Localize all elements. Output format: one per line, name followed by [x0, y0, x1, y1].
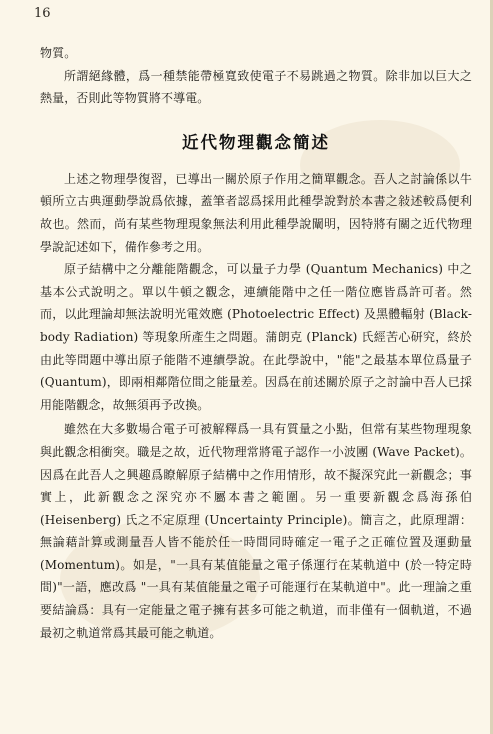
paragraph-continued: 物質。: [40, 46, 77, 60]
page-number: 16: [34, 6, 51, 21]
page-content: [40, 42, 472, 644]
paragraph-wave-packet: 雖然在大多數場合電子可被解釋爲一具有質量之小點，但常有某些物理現象與此觀念相衝突。職是之故，近代物理常將電子認作一小波團 (Wave Packet)。因爲在此吾人之興趣爲瞭解原子結構中之作用情形，故不擬深究此一新觀念；事實上，此新觀念之深究亦不屬本書之範圍。另一重要新觀念爲海孫伯 (Heisenberg) 氏之不定原理 (Uncertainty Principle)。簡言之，此原理謂：無論藉計算或測量吾人皆不能於任一時間同時確定一電子之正確位置及運動量 (Momentum)。如是，"一具有某值能量之電子係運行在某軌道中 (於一特定時間)"一語，應改爲 "一具有某值能量之電子可能運行在某軌道中"。此一理論之重要結論爲：具有一定能量之電子擁有甚多可能之軌道，而非僅有一個軌道，不過最初之軌道常爲其最可能之軌道。: [40, 422, 472, 640]
paragraph-quantum: 原子結構中之分離能階觀念，可以量子力學 (Quantum Mechanics) 中之基本公式說明之。單以牛頓之觀念，連續能階中之任一階位應皆爲許可者。然而，以此理論却無法說明光電效應 (Photoelectric Effect) 及黑體輻射 (Black-body Radiation) 等現象所產生之問題。蒲朗克 (Planck) 氏經苦心研究，終於由此等問題中導出原子能階不連續學說。在此學說中，"能"之最基本單位爲量子 (Quantum)，即兩相鄰階位間之能量差。因爲在前述關於原子之討論中吾人已採用能階觀念，故無須再予改換。: [40, 262, 472, 412]
paragraph-intro: 上述之物理學復習，已導出一關於原子作用之簡單觀念。吾人之討論係以牛頓所立古典運動學說爲依據，蓋筆者認爲採用此種學說對於本書之敍述較爲便利故也。然而，尚有某些物理現象無法利用此種學說闡明，因特將有關之近代物理學說記述如下，備作參考之用。: [40, 171, 472, 254]
paragraph-insulator: 所謂絕緣體，爲一種禁能帶極寬致使電子不易跳過之物質。除非加以巨大之熱量，否則此等物質將不導電。: [40, 68, 472, 106]
section-title: 近代物理觀念簡述: [182, 132, 330, 152]
